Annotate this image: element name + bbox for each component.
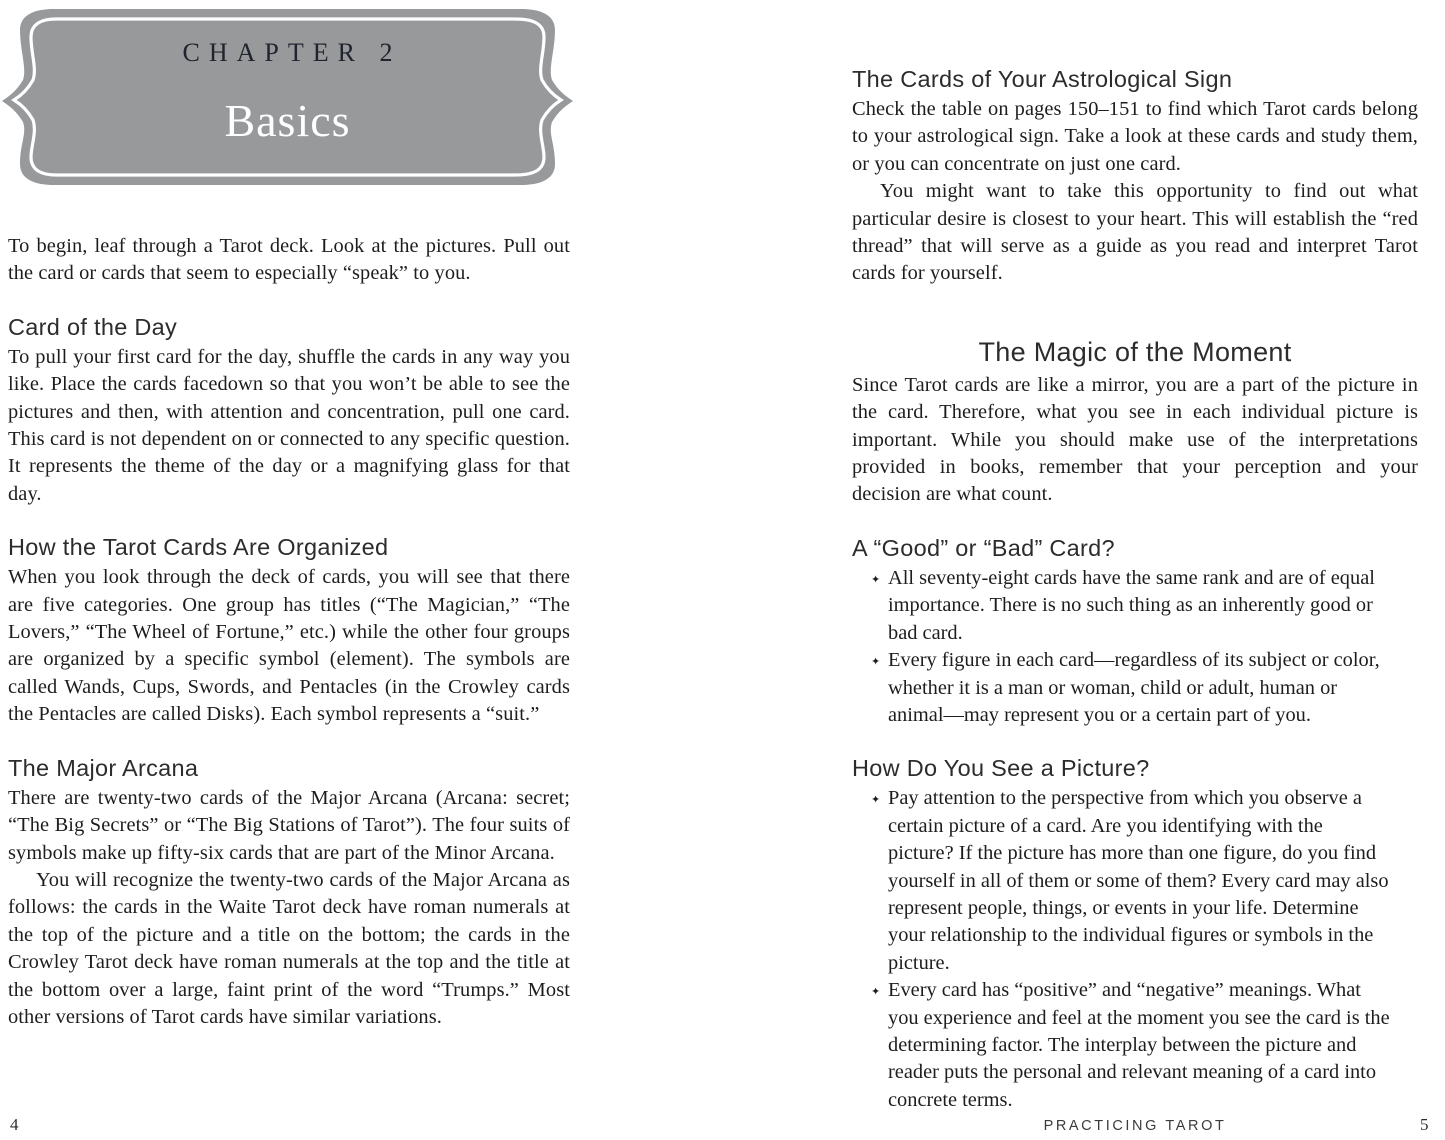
diamond-bullet-icon: ✦ bbox=[871, 572, 881, 586]
bullet-text: Pay attention to the perspective from which you observe a certain picture of a card. Are you identifying with the picture? If the picture has more than one figure, do you find yourself in all of them or some of them? Every card may also represent people, things, or events in your life. Determine your relationship to the individual figures or symbols in the picture. bbox=[888, 787, 1389, 974]
running-title: PRACTICING TAROT bbox=[1043, 1118, 1227, 1134]
list-item bbox=[871, 565, 1393, 647]
diamond-bullet-icon: ✦ bbox=[871, 985, 881, 999]
bullet-list bbox=[852, 785, 1418, 1114]
page-number-left: 4 bbox=[10, 1115, 19, 1134]
left-page bbox=[8, 0, 570, 1031]
section-heading: How the Tarot Cards Are Organized bbox=[8, 534, 389, 561]
list-item bbox=[871, 647, 1393, 729]
bullet-text: Every card has “positive” and “negative” meanings. What you experience and feel at the moment you see the card is the determining factor. The interplay between the picture and reader puts the personal and relevant meaning of a card into concrete terms. bbox=[888, 979, 1390, 1111]
section-how-do-you-see-a-picture bbox=[852, 753, 1418, 1114]
bullet-text: Every figure in each card—regardless of its subject or color, whether it is a man or woman, child or adult, human or animal—may represent you or a certain part of you. bbox=[888, 649, 1380, 726]
section-paragraph: To pull your first card for the day, shuffle the cards in any way you like. Place the cards facedown so that you won’t be able to see the pictures and then, with attention and concentration, pull one card. This card is not dependent on or connected to any specific question. It represents the theme of the day or a magnifying glass for that day. bbox=[8, 345, 570, 505]
section-heading: A “Good” or “Bad” Card? bbox=[852, 534, 1115, 561]
right-page bbox=[852, 0, 1418, 1114]
section-paragraph: Check the table on pages 150–151 to find which Tarot cards belong to your astrological sign. Take a look at these cards and study them, or you can concentrate on just one card. bbox=[852, 98, 1418, 175]
intro-paragraph: To begin, leaf through a Tarot deck. Look at the pictures. Pull out the card or cards that seem to especially “speak” to you. bbox=[8, 235, 570, 285]
section-heading-centered: The Magic of the Moment bbox=[978, 336, 1292, 367]
list-item bbox=[871, 785, 1393, 977]
section-heading: The Cards of Your Astrological Sign bbox=[852, 66, 1233, 92]
bullet-text: All seventy-eight cards have the same rank and are of equal importance. There is no such thing as an inherently good or bad card. bbox=[888, 566, 1375, 644]
chapter-banner bbox=[2, 6, 573, 188]
section-card-of-the-day bbox=[8, 312, 570, 508]
section-good-or-bad-card bbox=[852, 533, 1418, 729]
section-heading: The Major Arcana bbox=[8, 754, 199, 781]
chapter-title: Basics bbox=[224, 95, 351, 146]
list-item bbox=[871, 977, 1393, 1114]
section-paragraph: Since Tarot cards are like a mirror, you are a part of the picture in the card. Therefore, what you see in each individual picture is important. While you should make use of the interpretations provided in books, remember that your perception and your decision are what count. bbox=[852, 373, 1418, 506]
section-paragraph: When you look through the deck of cards, you will see that there are five categories. One group has titles (“The Magician,” “The Lovers,” “The Wheel of Fortune,” etc.) while the other four groups are organized by a specific symbol (element). The symbols are called Wands, Cups, Swords, and Pentacles (in the Crowley cards the Pentacles are called Disks). Each symbol represents a “suit.” bbox=[8, 566, 570, 726]
section-heading: How Do You See a Picture? bbox=[852, 755, 1150, 782]
section-paragraph: You might want to take this opportunity to find out what particular desire is closest to your heart. This will establish the “red thread” that will serve as a guide as you read and interpret Tarot cards for yourself. bbox=[852, 180, 1418, 285]
section-astrological-sign bbox=[852, 64, 1418, 288]
section-major-arcana bbox=[8, 753, 570, 1032]
chapter-label: CHAPTER 2 bbox=[182, 38, 402, 67]
section-paragraph: There are twenty-two cards of the Major Arcana (Arcana: secret; “The Big Secrets” or “The Big Stations of Tarot”). The four suits of symbols make up fifty-six cards that are part of the Minor Arcana. bbox=[8, 786, 570, 864]
section-heading: Card of the Day bbox=[8, 313, 178, 340]
section-paragraph: You will recognize the twenty-two cards of the Major Arcana as follows: the cards in the Waite Tarot deck have roman numerals at the top of the picture and a title on the bottom; the cards in the Crowley Tarot deck have roman numerals at the top and the title at the bottom over a large, faint print of the word “Trumps.” Most other versions of Tarot cards have similar variations. bbox=[8, 868, 570, 1028]
diamond-bullet-icon: ✦ bbox=[871, 655, 881, 669]
section-magic-of-the-moment bbox=[852, 334, 1418, 509]
diamond-bullet-icon: ✦ bbox=[871, 793, 881, 807]
section-how-cards-organized bbox=[8, 532, 570, 728]
page-number-right: 5 bbox=[1420, 1115, 1429, 1134]
bullet-list bbox=[852, 565, 1418, 729]
